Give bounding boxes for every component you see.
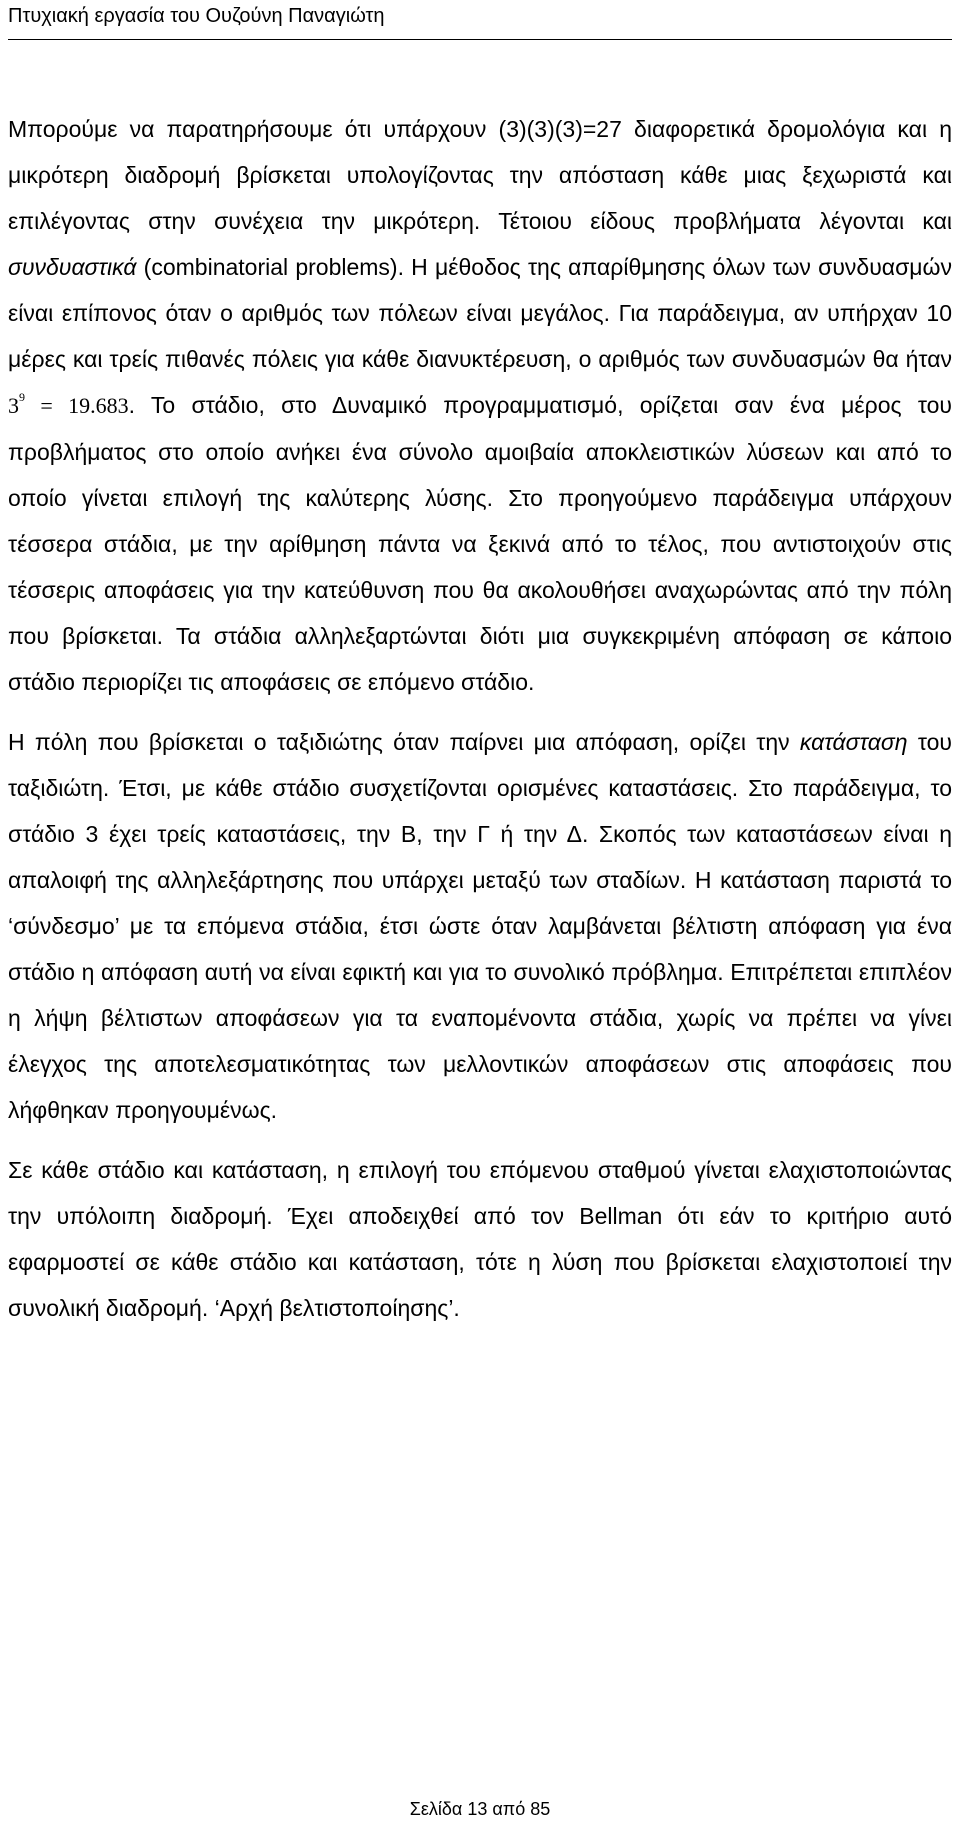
italic-term: συνδυαστικά bbox=[8, 254, 137, 280]
header-title: Πτυχιακή εργασία του Ουζούνη Παναγιώτη bbox=[8, 5, 385, 27]
paragraph-text: Μπορούμε να παρατηρήσουμε ότι υπάρχουν (3)(3)(3)=27 διαφορετικά δρομολόγια και η μικρότερη διαδρομή βρίσκεται υπολογίζοντας την απόσταση κάθε μιας ξεχωριστά και επιλέγοντας στην συνέχεια την μικρότερη. Τέτοιου είδους προβλήματα λέγονται και bbox=[8, 116, 952, 234]
paragraph-stages bbox=[8, 106, 952, 705]
paragraph-text: . Το στάδιο, στο Δυναμικό προγραμματισμό, ορίζεται σαν ένα μέρος του προβλήματος στο οποίο ανήκει ένα σύνολο αμοιβαία αποκλειστικών λύσεων και από το οποίο γίνεται επιλογή της καλύτερης λύσης. Στο προηγούμενο παράδειγμα υπάρχουν τέσσερα στάδια, με την αρίθμηση πάντα να ξεκινά από το τέλος, που αντιστοιχούν στις τέσσερις αποφάσεις για την κατεύθυνση που θα ακολουθήσει αναχωρώντας από την πόλη που βρίσκεται. Τα στάδια αλληλεξαρτώνται διότι μια συγκεκριμένη απόφαση σε κάποιο στάδιο περιορίζει τις αποφάσεις σε επόμενο στάδιο. bbox=[8, 392, 952, 695]
page-number: Σελίδα 13 από 85 bbox=[409, 1799, 551, 1819]
paragraph-text: (combinatorial problems). Η μέθοδος της απαρίθμησης όλων των συνδυασμών είναι επίπονος όταν ο αριθμός των πόλεων είναι μεγάλος. Για παράδειγμα, αν υπήρχαν 10 μέρες και τρείς πιθανές πόλεις για κάθε διανυκτέρευση, ο αριθμός των συνδυασμών θα ήταν bbox=[8, 254, 952, 372]
page-header bbox=[8, 4, 952, 40]
document-body bbox=[8, 106, 952, 1345]
paragraph-text: Η πόλη που βρίσκεται ο ταξιδιώτης όταν παίρνει μια απόφαση, ορίζει την bbox=[8, 729, 800, 755]
paragraph-state bbox=[8, 719, 952, 1133]
page-footer bbox=[0, 1798, 960, 1820]
math-expression bbox=[8, 390, 129, 418]
paragraph-bellman bbox=[8, 1147, 952, 1331]
paragraph-text: του ταξιδιώτη. Έτσι, με κάθε στάδιο συσχετίζονται ορισμένες καταστάσεις. Στο παράδειγμα, το στάδιο 3 έχει τρείς καταστάσεις, την Β, την Γ ή την Δ. Σκοπός των καταστάσεων είναι η απαλοιφή της αλληλεξάρτησης που υπάρχει μεταξύ των σταδίων. Η κατάσταση παριστά το ‘σύνδεσμο’ με τα επόμενα στάδια, έτσι ώστε όταν λαμβάνεται βέλτιστη απόφαση για ένα στάδιο η απόφαση αυτή να είναι εφικτή και για το συνολικό πρόβλημα. Επιτρέπεται επιπλέον η λήψη βέλτιστων αποφάσεων για τα εναπομένοντα στάδια, χωρίς να πρέπει να γίνει έλεγχος της αποτελεσματικότητας των μελλοντικών αποφάσεων στις αποφάσεις που λήφθηκαν προηγουμένως. bbox=[8, 729, 952, 1123]
paragraph-text: Σε κάθε στάδιο και κατάσταση, η επιλογή του επόμενου σταθμού γίνεται ελαχιστοποιώντας την υπόλοιπη διαδρομή. Έχει αποδειχθεί από τον Bellman ότι εάν το κριτήριο αυτό εφαρμοστεί σε κάθε στάδιο και κατάσταση, τότε η λύση που βρίσκεται ελαχιστοποιεί την συνολική διαδρομή. ‘Αρχή βελτιστοποίησης’. bbox=[8, 1157, 952, 1321]
math-base: 3 bbox=[8, 393, 19, 418]
math-exponent: 9 bbox=[19, 390, 25, 404]
italic-term: κατάσταση bbox=[799, 729, 908, 755]
math-result: = 19.683 bbox=[25, 393, 129, 418]
